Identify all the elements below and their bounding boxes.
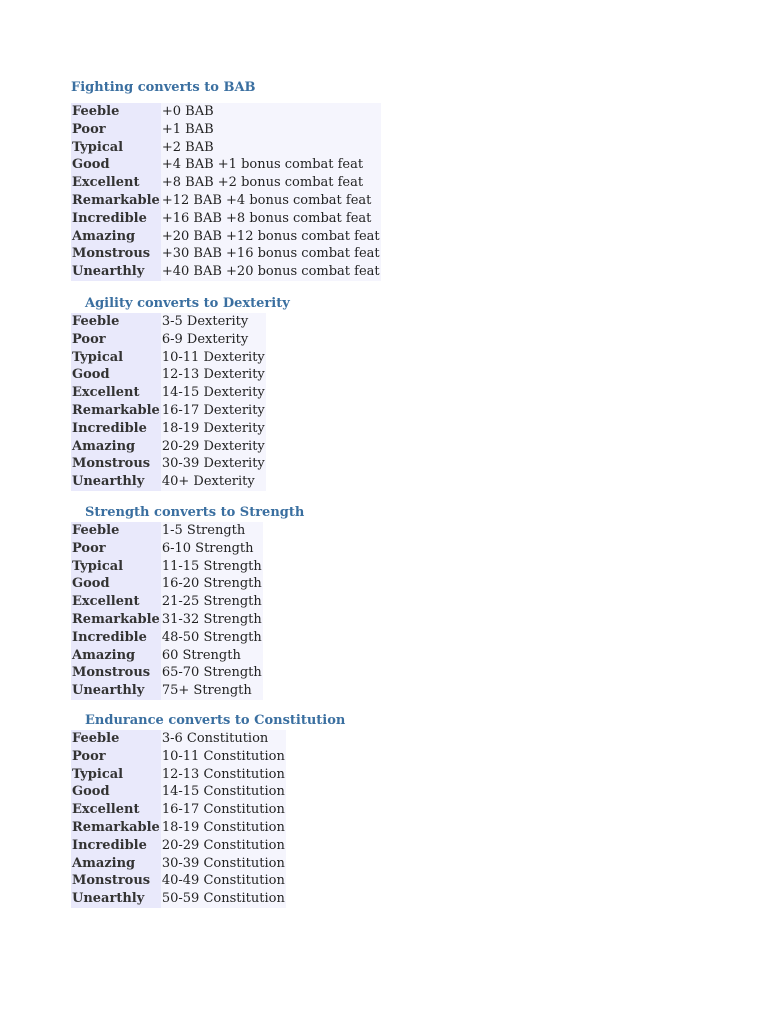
value-cell: 6-10 Strength xyxy=(161,540,263,558)
table-row xyxy=(71,575,263,593)
rating-cell: Poor xyxy=(71,331,161,349)
value-cell: +40 BAB +20 bonus combat feat xyxy=(161,264,380,280)
rating-cell: Remarkable xyxy=(72,819,160,835)
value-cell: 12-13 Constitution xyxy=(161,766,285,782)
rating-cell: Good xyxy=(71,575,161,593)
table-row xyxy=(71,558,263,576)
table-row xyxy=(71,801,286,819)
section-title: Strength converts to Strength xyxy=(85,505,305,520)
value-cell: 40+ Dexterity xyxy=(161,473,266,491)
rating-cell: Unearthly xyxy=(71,263,161,281)
table-row xyxy=(71,263,381,281)
table-row xyxy=(71,455,266,473)
rating-cell: Incredible xyxy=(71,420,161,438)
table-row xyxy=(71,245,381,263)
rating-cell: Excellent xyxy=(71,174,161,192)
section-fighting xyxy=(71,79,381,281)
rating-cell: Typical xyxy=(71,558,161,576)
value-cell: 10-11 Constitution xyxy=(161,748,285,764)
conversion-table xyxy=(71,313,266,491)
table-row xyxy=(71,522,263,540)
value-cell: 30-39 Constitution xyxy=(161,855,285,871)
table-row xyxy=(71,366,266,384)
value-cell: 65-70 Strength xyxy=(161,665,262,681)
value-cell: 18-19 Dexterity xyxy=(161,420,265,436)
value-cell: 40-49 Constitution xyxy=(161,873,285,889)
section-title: Endurance converts to Constitution xyxy=(85,713,346,728)
table-row xyxy=(71,349,266,367)
value-cell: 6-9 Dexterity xyxy=(161,331,266,349)
rating-cell: Amazing xyxy=(71,438,161,456)
section-endurance xyxy=(71,712,345,908)
rating-cell: Monstrous xyxy=(71,455,161,473)
table-row xyxy=(71,402,266,420)
rating-cell: Remarkable xyxy=(72,611,160,627)
rating-cell: Monstrous xyxy=(71,245,161,263)
conversion-table xyxy=(71,103,381,281)
section-strength xyxy=(71,504,304,700)
table-row xyxy=(71,384,266,402)
section-agility xyxy=(71,295,290,491)
table-row xyxy=(71,890,286,908)
rating-cell: Poor xyxy=(71,121,161,139)
rating-cell: Incredible xyxy=(71,837,161,855)
value-cell: 14-15 Constitution xyxy=(161,784,285,800)
table-row xyxy=(71,837,286,855)
value-cell: +8 BAB +2 bonus combat feat xyxy=(161,174,381,192)
value-cell: 60 Strength xyxy=(161,647,263,665)
rating-cell: Feeble xyxy=(71,730,161,748)
rating-cell: Typical xyxy=(71,139,161,157)
rating-cell: Good xyxy=(71,783,161,801)
rating-cell: Unearthly xyxy=(71,890,161,908)
value-cell: 3-6 Constitution xyxy=(161,730,286,748)
rating-cell: Monstrous xyxy=(71,664,161,682)
value-cell: 50-59 Constitution xyxy=(161,891,285,907)
table-row xyxy=(71,748,286,766)
rating-cell: Monstrous xyxy=(71,872,161,890)
table-row xyxy=(71,629,263,647)
table-row xyxy=(71,783,286,801)
rating-cell: Excellent xyxy=(71,384,161,402)
rating-cell: Good xyxy=(71,156,161,174)
table-row xyxy=(71,540,263,558)
table-row xyxy=(71,855,286,873)
rating-cell: Excellent xyxy=(71,593,161,611)
value-cell: 16-17 Constitution xyxy=(161,802,285,818)
table-row xyxy=(71,139,381,157)
table-row xyxy=(71,872,286,890)
rating-cell: Unearthly xyxy=(71,682,161,700)
section-title: Fighting converts to BAB xyxy=(71,80,256,95)
section-title: Agility converts to Dexterity xyxy=(85,296,290,311)
value-cell: 21-25 Strength xyxy=(161,594,262,610)
rating-cell: Unearthly xyxy=(71,473,161,491)
value-cell: 48-50 Strength xyxy=(161,629,262,645)
rating-cell: Amazing xyxy=(71,228,161,246)
table-row xyxy=(71,210,381,228)
table-row xyxy=(71,664,263,682)
table-row xyxy=(71,174,381,192)
value-cell: 10-11 Dexterity xyxy=(161,349,265,365)
table-row xyxy=(71,682,263,700)
value-cell: +2 BAB xyxy=(161,139,381,157)
table-row xyxy=(71,647,263,665)
value-cell: 1-5 Strength xyxy=(161,522,263,540)
table-row xyxy=(71,766,286,784)
value-cell: 14-15 Dexterity xyxy=(161,385,265,401)
value-cell: +20 BAB +12 bonus combat feat xyxy=(161,228,380,244)
value-cell: +0 BAB xyxy=(161,103,381,121)
value-cell: 75+ Strength xyxy=(161,682,263,700)
value-cell: 16-20 Strength xyxy=(161,576,262,592)
value-cell: 30-39 Dexterity xyxy=(161,456,265,472)
table-row xyxy=(71,313,266,331)
rating-cell: Incredible xyxy=(71,629,161,647)
table-row xyxy=(71,730,286,748)
table-row xyxy=(71,819,286,837)
rating-cell: Incredible xyxy=(71,210,161,228)
value-cell: +16 BAB +8 bonus combat feat xyxy=(161,210,381,228)
table-row xyxy=(71,331,266,349)
table-row xyxy=(71,228,381,246)
rating-cell: Feeble xyxy=(71,313,161,331)
conversion-table xyxy=(71,522,263,700)
value-cell: 3-5 Dexterity xyxy=(161,313,266,331)
value-cell: 12-13 Dexterity xyxy=(161,367,265,383)
value-cell: 11-15 Strength xyxy=(161,558,262,574)
value-cell: +30 BAB +16 bonus combat feat xyxy=(161,246,380,262)
value-cell: +1 BAB xyxy=(161,121,381,139)
rating-cell: Feeble xyxy=(71,103,161,121)
table-row xyxy=(71,420,266,438)
rating-cell: Typical xyxy=(71,766,161,784)
table-row xyxy=(71,156,381,174)
table-row xyxy=(71,473,266,491)
rating-cell: Remarkable xyxy=(72,402,160,418)
rating-cell: Feeble xyxy=(71,522,161,540)
value-cell: 20-29 Dexterity xyxy=(161,438,265,454)
table-row xyxy=(71,103,381,121)
rating-cell: Poor xyxy=(71,748,161,766)
value-cell: 20-29 Constitution xyxy=(161,837,285,853)
table-row xyxy=(71,192,381,210)
table-row xyxy=(71,121,381,139)
rating-cell: Good xyxy=(71,366,161,384)
table-row xyxy=(71,438,266,456)
rating-cell: Remarkable xyxy=(72,192,160,208)
conversion-table xyxy=(71,730,286,908)
table-row xyxy=(71,593,263,611)
rating-cell: Excellent xyxy=(71,801,161,819)
value-cell: 31-32 Strength xyxy=(161,611,262,627)
value-cell: +4 BAB +1 bonus combat feat xyxy=(161,156,381,174)
value-cell: 16-17 Dexterity xyxy=(161,402,265,418)
rating-cell: Typical xyxy=(71,349,161,367)
rating-cell: Poor xyxy=(71,540,161,558)
rating-cell: Amazing xyxy=(71,647,161,665)
rating-cell: Amazing xyxy=(71,855,161,873)
table-row xyxy=(71,611,263,629)
value-cell: +12 BAB +4 bonus combat feat xyxy=(161,192,381,210)
value-cell: 18-19 Constitution xyxy=(161,819,285,835)
